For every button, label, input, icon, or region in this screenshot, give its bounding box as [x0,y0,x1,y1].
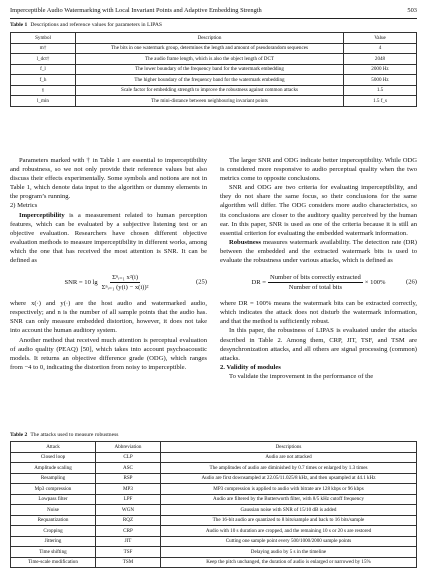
table-cell: γ [11,85,76,96]
table1-caption [10,22,162,28]
table-cell: 5000 Hz [344,75,417,86]
table-cell: The 16-bit audio are quantized to 8 bits/sample and back to 16 bits/sample [161,515,417,526]
table-cell: The bits in one watermark group, determines the length and amount of pseudorandom sequences [76,43,344,54]
table1-caption-text: Descriptions and reference values for parameters in LIPAS [30,22,163,28]
paragraph [10,211,207,266]
table2-caption [10,432,118,438]
table-row [11,494,417,505]
paragraph: Another method that received much attention is perceptual evaluation of audio quality (PEAQ) [50], which takes into account psychoacoustic models. It returns an objective difference grade (ODG), which ranges from −4 to 0, indicating the distortion from noisy to imperceptible. [10,336,207,371]
table-row [11,96,417,107]
table1-header: Description [76,33,344,44]
table-cell: ASC [96,463,161,474]
table-cell: MP3 [96,484,161,495]
table-cell: RQZ [96,515,161,526]
running-title: Imperceptible Audio Watermarking with Local Invariant Points and Adaptive Embedding Strength [10,7,262,14]
term-robustness: Robustness [229,238,261,246]
table2-label: Table 2 [10,432,28,438]
table2-header: Attack [11,442,96,453]
table-cell: Audio with 10 s duration are cropped, and the remaining 10 s or 20 s are restored [161,526,417,537]
table-row [11,452,417,463]
page-number: 503 [407,7,417,14]
table-cell: f_l [11,64,76,75]
paragraph: SNR and ODG are two criteria for evaluating imperceptibility, and they do not share the same focus, so their conclusions for the same algorithm will differ. The ODG considers more audio characteristics, so its conclusions are closer to the auditory quality perceived by the human ear. In this paper, SNR is used as one of the criteria because it is still an essential criterion for evaluating the embedded watermark information. [220,184,417,237]
eq25-numerator: Σⁿᵢ₌₁ x²(i) [110,273,140,283]
table-cell: Time shifting [11,547,96,558]
table-cell: Mp3 compression [11,484,96,495]
table-cell: Keep the pitch unchanged, the duration of audio is enlarged or narrowed by 15% [161,557,417,568]
eq26-fraction [268,273,363,292]
table2-header: Descriptions [161,442,417,453]
eq25-number: (25) [196,278,207,286]
table-row [11,536,417,547]
paragraph [220,238,417,265]
table2-caption-text: The attacks used to measure robustness [30,432,119,438]
table-cell: Time-scale modification [11,557,96,568]
eq26-lhs: DR = [251,278,266,286]
eq26-numerator: Number of bits correctly extracted [268,273,363,283]
section-heading: 2) Metrics [10,202,38,210]
table-row [11,85,417,96]
table-cell: 2000 Hz [344,64,417,75]
section-heading: 2. Validity of modules [220,363,281,371]
table-cell: RSP [96,473,161,484]
eq26-denominator: Number of total bits [288,283,343,291]
table-cell: Resampling [11,473,96,484]
table-cell: l_dct† [11,54,76,65]
table-cell: CLP [96,452,161,463]
table-row [11,526,417,537]
eq26-rhs: × 100% [364,278,386,286]
table-cell: The audio frame length, which is also the object length of DCT [76,54,344,65]
table-row [11,64,417,75]
table-row [11,43,417,54]
table-cell: 2048 [344,54,417,65]
running-header [10,7,417,18]
paragraph: The larger SNR and ODG indicate better imperceptibility. While ODG is considered more responsive to audio perceptual quality when the two metrics come to opposite conclusions. [220,157,417,183]
table-row [11,547,417,558]
table-row [11,484,417,495]
table-cell: TSM [96,557,161,568]
table-cell: Noise [11,505,96,516]
table-cell: Requantization [11,515,96,526]
paragraph: To validate the improvement in the performance of the [229,372,374,380]
paragraph-text: is a measurement related to human perception features, which can be evaluated by a subjective listening test or an objective evaluation. Researchers have chosen different objective evaluation methods to measure imperceptibility in different works, among which the one that has received the most attention is SNR. It can be defined as [10,211,207,265]
paragraph: where x(·) and y(·) are the host audio and watermarked audio, respectively; and n is the number of all sample points that the audio has. SNR can only measure embedded distortion, however, it does not take into account the human auditory system. [10,300,207,335]
table-cell: Gaussian noise with SNR of 15/10 dB is added [161,505,417,516]
paragraph: where DR = 100% means the watermark bits can be extracted correctly, which indicates the attack does not disturb the watermark information, and that the method is sufficiently robust. [220,300,417,326]
table-cell: Delaying audio by 5 s in the timeline [161,547,417,558]
table-cell: Scale factor for embedding strength to improve the robustness against common attacks [76,85,344,96]
table-cell: Amplitude scaling [11,463,96,474]
table-row [11,473,417,484]
eq26-number: (26) [406,278,417,286]
table-cell: Jittering [11,536,96,547]
term-imperceptibility: Imperceptibility [19,211,65,219]
table-cell: The higher boundary of the frequency band for the watermark embedding [76,75,344,86]
table-cell: Lowpass filter [11,494,96,505]
paragraph: Parameters marked with † in Table 1 are essential to imperceptibility and robustness, so we not only provide their reference values but also discuss their effects experimentally. Some symbols and notions are not in Table 1, which denote data input to the algorithm or dummy elements in the program’s running. [10,157,207,201]
table-cell: Cutting one sample point every 500/1000/2000 sample points [161,536,417,547]
table-cell: CRP [96,526,161,537]
left-column [10,156,207,372]
table-cell: Audio are first downsampled at 22.05/11.025/8 kHz, and then upsampled at 44.1 kHz [161,473,417,484]
table1-header: Value [344,33,417,44]
table-cell: The lower boundary of the frequency band for the watermark embedding [76,64,344,75]
table1-label: Table 1 [10,22,28,28]
table-row [11,557,417,568]
paragraph-text: measures watermark availability. The detection rate (DR) between the embedded and the extracted watermark bits is used to evaluate the robustness under various attacks, which is defined as [220,238,417,265]
table-cell: Cropping [11,526,96,537]
table-cell: MP3 compression is applied to audio with bitrate are 128 kbps or 96 kbps [161,484,417,495]
table-cell: The mini-distance between neighbouring invariant points [76,96,344,107]
table-cell: Closed loop [11,452,96,463]
table-cell: JIT [96,536,161,547]
table-cell: 1.5 f_s [344,96,417,107]
attacks-table [10,441,417,568]
parameters-table [10,32,417,107]
table-cell: Audio are filtered by the Butterworth filter, with 8/5 kHz cutoff frequency [161,494,417,505]
table-row [11,505,417,516]
paragraph: In this paper, the robustness of LIPAS is evaluated under the attacks described in Table 2. Among them, CRP, JIT, TSF, and TSM are desynchronization attacks, and all others are signal processing (common) attacks. [220,327,417,362]
table-cell: The amplitudes of audio are diminished by 0.7 times or enlarged by 1.3 times [161,463,417,474]
eq25-lhs: SNR = 10 lg [64,278,98,286]
eq25-denominator: Σⁿᵢ₌₁ (y(i) − x(i))² [101,283,149,291]
table-row [11,463,417,474]
equation-26 [220,265,417,299]
eq25-fraction [100,273,151,292]
table-cell: l_min [11,96,76,107]
table-cell: 4 [344,43,417,54]
table-cell: 1.5 [344,85,417,96]
table-cell: m† [11,43,76,54]
table-row [11,75,417,86]
table-cell: LPF [96,494,161,505]
table-row [11,54,417,65]
right-column [220,156,417,381]
table-cell: f_h [11,75,76,86]
table-row [11,515,417,526]
table-cell: TSF [96,547,161,558]
header-rule [10,18,417,19]
table1-header: Symbol [11,33,76,44]
table-cell: Audio are not attacked [161,452,417,463]
equation-25 [10,265,207,299]
table2-header: Abbreviation [96,442,161,453]
table-cell: WGN [96,505,161,516]
